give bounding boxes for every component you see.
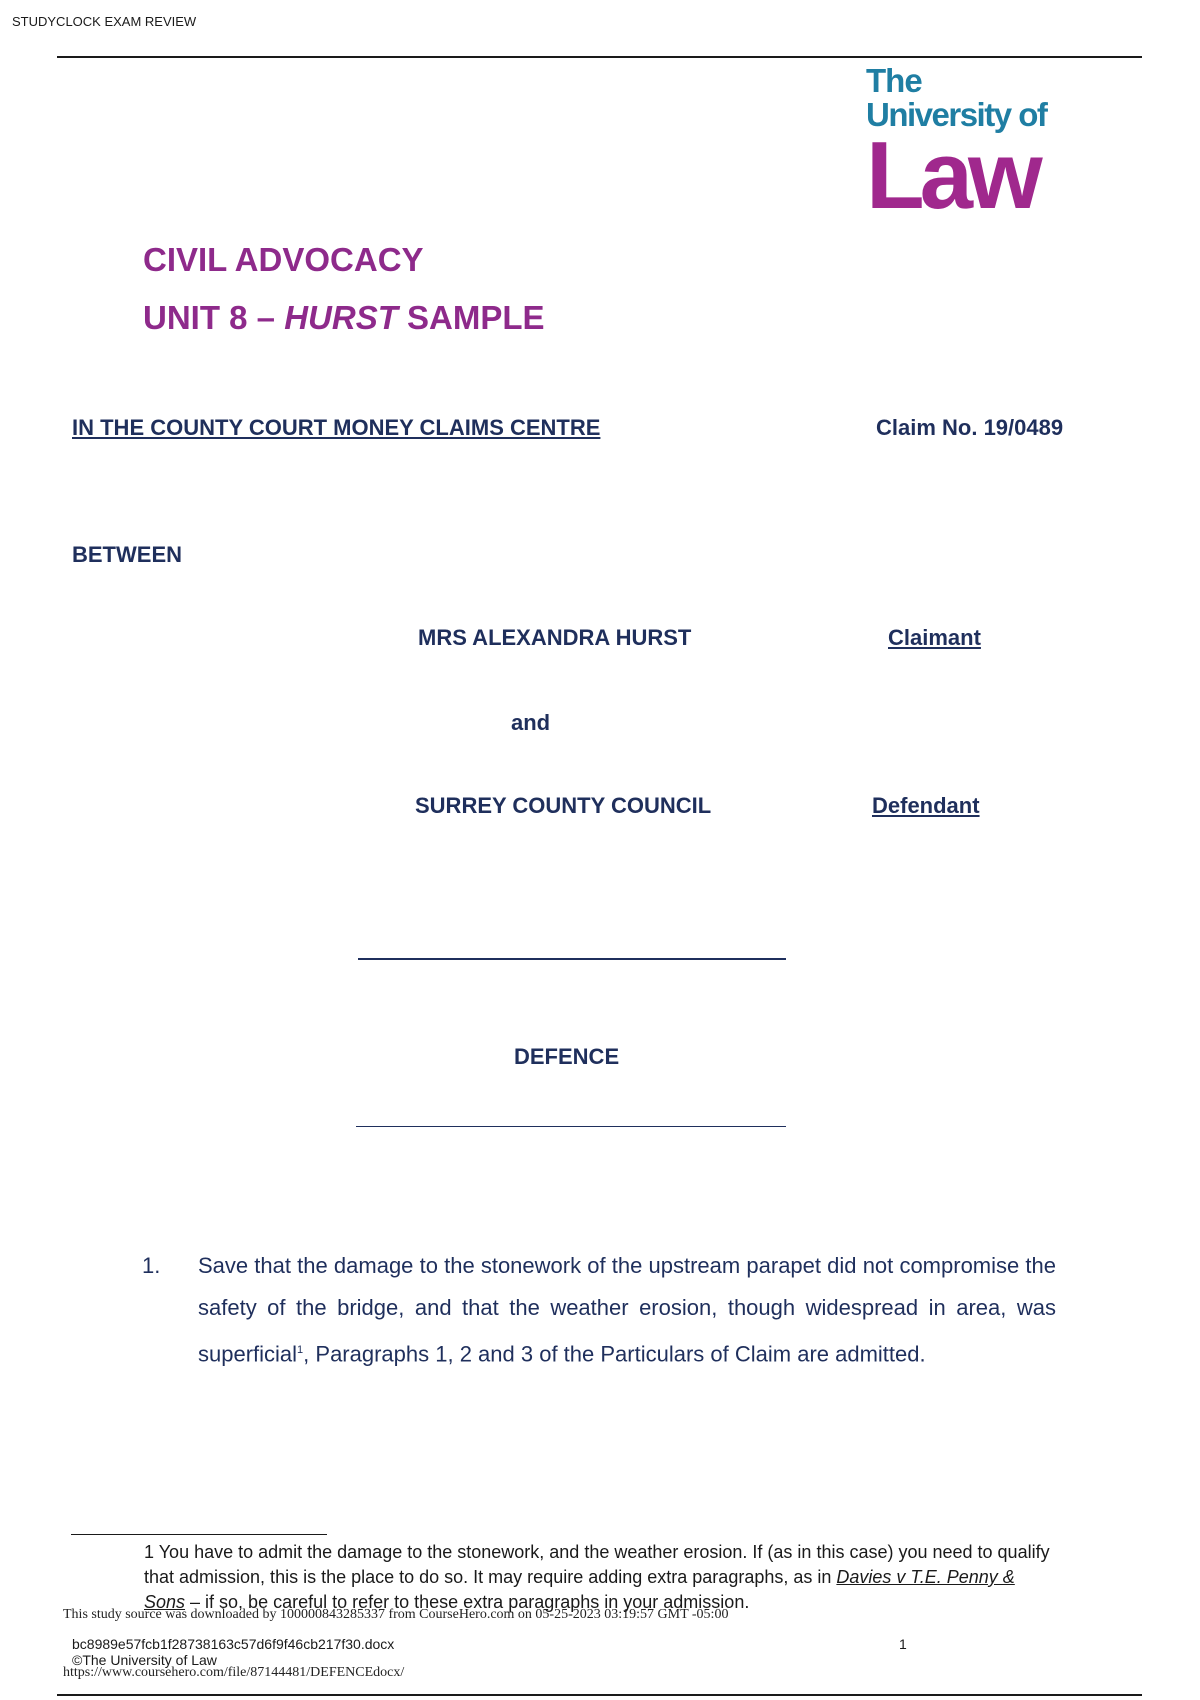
logo-line-university: University of xyxy=(866,96,1047,133)
logo-line-law: Law xyxy=(866,122,1038,229)
footnote-case-name: Davies v T.E. Penny & Sons xyxy=(144,1567,1015,1612)
page-header-text: STUDYCLOCK EXAM REVIEW xyxy=(12,14,197,29)
footnote-text-after: – if so, be careful to refer to these extra paragraphs in your admission. xyxy=(185,1592,750,1612)
footer-rule xyxy=(57,1694,1142,1696)
university-logo xyxy=(866,62,1047,229)
paragraph-text-before: Save that the damage to the stonework of the upstream parapet did not compromise the safety of the bridge, and that the weather erosion, though widespread in area, was superficial xyxy=(198,1253,1056,1367)
defendant-role: Defendant xyxy=(872,793,980,818)
defendant-name: SURREY COUNTY COUNCIL xyxy=(415,793,712,818)
paragraph-number: 1. xyxy=(142,1253,161,1278)
footnote-reference: 1 xyxy=(297,1344,304,1356)
header-rule xyxy=(57,56,1142,58)
footer-copyright: ©The University of Law xyxy=(72,1652,217,1668)
court-name: IN THE COUNTY COURT MONEY CLAIMS CENTRE xyxy=(72,415,601,440)
footer-page-number: 1 xyxy=(899,1636,907,1652)
footer-filename: bc8989e57fcb1f28738163c57d6f9f46cb217f30.docx xyxy=(72,1636,395,1652)
download-source-notice: This study source was downloaded by 100000843285337 from CourseHero.com on 05-25-2023 03:19:57 GMT -05:00 xyxy=(63,1607,729,1622)
paragraph-text-after: , Paragraphs 1, 2 and 3 of the Particulars of Claim are admitted. xyxy=(303,1341,926,1367)
claimant-role: Claimant xyxy=(888,625,981,650)
footnote-rule xyxy=(71,1534,327,1535)
and-label: and xyxy=(511,710,551,735)
footer-url[interactable]: https://www.coursehero.com/file/87144481/DEFENCEdocx/ xyxy=(63,1665,405,1680)
title-suffix: SAMPLE xyxy=(397,299,545,336)
document-heading: DEFENCE xyxy=(514,1044,620,1069)
footnote xyxy=(144,1540,1054,1615)
heading-rule-top xyxy=(358,958,786,960)
title-prefix: UNIT 8 – xyxy=(143,299,285,336)
claimant-name: MRS ALEXANDRA HURST xyxy=(418,625,692,650)
heading-rule-bottom xyxy=(356,1126,786,1127)
title-line-2 xyxy=(143,299,545,337)
footnote-marker: 1 xyxy=(144,1542,155,1562)
claim-number: Claim No. 19/0489 xyxy=(876,415,1064,440)
footnote-text: You have to admit the damage to the stonework, and the weather erosion. If (as in this case) you need to qualify that admission, this is the place to do so. It may require adding extra paragraphs, as in xyxy=(144,1542,1050,1587)
between-label: BETWEEN xyxy=(72,542,182,567)
title-line-1: CIVIL ADVOCACY xyxy=(143,241,424,278)
title-italic-name: HURST xyxy=(284,299,398,336)
logo-line-the: The xyxy=(866,62,922,99)
paragraph-text xyxy=(198,1245,1056,1375)
